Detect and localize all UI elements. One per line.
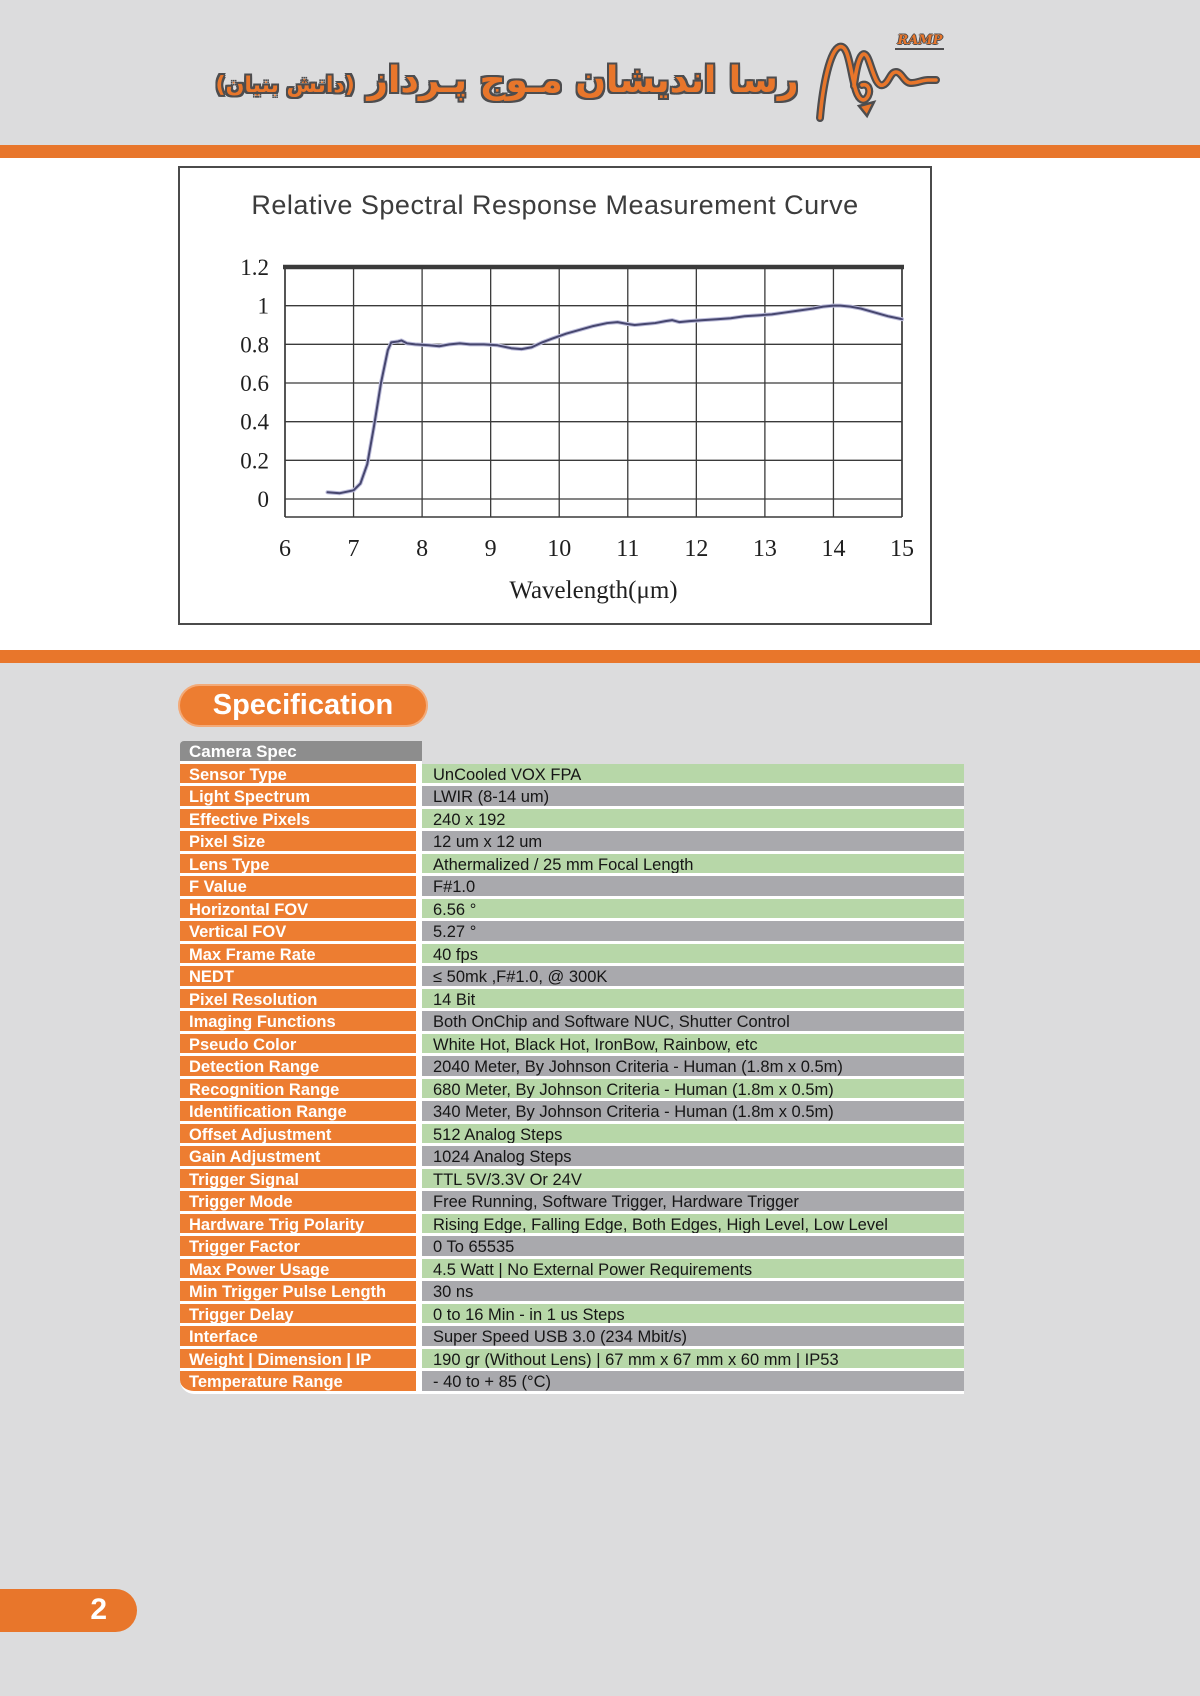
spec-row-value: Athermalized / 25 mm Focal Length [422,854,964,877]
spec-row-label: Min Trigger Pulse Length [180,1281,422,1304]
spec-row-label: Recognition Range [180,1079,422,1102]
page-number-badge: 2 [0,1589,137,1632]
spec-row [180,854,970,877]
spec-row-label: Pixel Resolution [180,989,422,1012]
spec-row [180,1236,970,1259]
spec-row-label: Max Frame Rate [180,944,422,967]
spec-row-value: 14 Bit [422,989,964,1012]
spec-row-label: Interface [180,1326,422,1349]
spec-row [180,1191,970,1214]
spec-row-label: Trigger Delay [180,1304,422,1327]
spec-row-label: Pixel Size [180,831,422,854]
spec-row [180,1259,970,1282]
spec-row-label: Trigger Signal [180,1169,422,1192]
x-tick-label: 8 [416,536,429,562]
spec-row-value: 190 gr (Without Lens) | 67 mm x 67 mm x 60 mm | IP53 [422,1349,964,1372]
spec-row [180,764,970,787]
company-logo [812,34,944,126]
spec-row [180,1146,970,1169]
company-name-suffix: (دانش بنیان) [215,72,355,98]
spec-row-label: Sensor Type [180,764,422,787]
spec-row-value: 4.5 Watt | No External Power Requirements [422,1259,964,1282]
spec-row-value: 2040 Meter, By Johnson Criteria - Human (1.8m x 0.5m) [422,1056,964,1079]
orange-divider-middle [0,650,1200,663]
spec-row-value: TTL 5V/3.3V Or 24V [422,1169,964,1192]
spec-row-value: Both OnChip and Software NUC, Shutter Control [422,1011,964,1034]
header-banner [0,0,1200,145]
spec-row [180,809,970,832]
spec-row-value: 40 fps [422,944,964,967]
spec-row-label: Temperature Range [180,1371,422,1394]
spec-row-value: 12 um x 12 um [422,831,964,854]
spec-row [180,989,970,1012]
spec-row-label: Trigger Factor [180,1236,422,1259]
spec-row-value: 680 Meter, By Johnson Criteria - Human (1.8m x 0.5m) [422,1079,964,1102]
y-tick-label: 0.8 [240,332,269,358]
y-tick-label: 0.6 [240,371,269,396]
spec-row [180,786,970,809]
spec-row [180,1326,970,1349]
spec-row [180,1214,970,1237]
spec-row-label: Pseudo Color [180,1034,422,1057]
spec-row-value: 1024 Analog Steps [422,1146,964,1169]
spec-row [180,1349,970,1372]
spec-row [180,1034,970,1057]
spec-row [180,1304,970,1327]
spec-row-value: 240 x 192 [422,809,964,832]
spec-row-label: Effective Pixels [180,809,422,832]
spec-row-value: 512 Analog Steps [422,1124,964,1147]
orange-divider-top [0,145,1200,158]
x-tick-label: 10 [547,536,572,562]
spec-row-label: Imaging Functions [180,1011,422,1034]
spec-row-value: LWIR (8-14 um) [422,786,964,809]
spec-row-label: Gain Adjustment [180,1146,422,1169]
spec-row-label: NEDT [180,966,422,989]
x-tick-label: 15 [890,536,914,562]
x-tick-label: 14 [821,536,846,562]
spec-row-label: Vertical FOV [180,921,422,944]
spec-row [180,1079,970,1102]
table-header-row [180,741,970,764]
spec-row-value: UnCooled VOX FPA [422,764,964,787]
spec-row [180,1124,970,1147]
spec-row-label: Horizontal FOV [180,899,422,922]
spec-row [180,876,970,899]
spec-row-value: F#1.0 [422,876,964,899]
spec-row-value: 0 to 16 Min - in 1 us Steps [422,1304,964,1327]
spec-row-value: Rising Edge, Falling Edge, Both Edges, High Level, Low Level [422,1214,964,1237]
table-header-cell: Camera Spec [180,741,422,764]
spec-row [180,1281,970,1304]
camera-spec-table [180,741,970,1394]
spec-row-value: 340 Meter, By Johnson Criteria - Human (1.8m x 0.5m) [422,1101,964,1124]
spec-row-label: Identification Range [180,1101,422,1124]
spec-row-value: ≤ 50mk ,F#1.0, @ 300K [422,966,964,989]
x-tick-label: 7 [347,536,360,562]
spec-row-label: Offset Adjustment [180,1124,422,1147]
x-tick-label: 11 [616,536,640,562]
company-name [216,60,799,101]
x-tick-label: 12 [684,536,709,562]
spec-row-label: Lens Type [180,854,422,877]
chart-title: Relative Spectral Response Measurement Curve [251,190,859,220]
spec-row [180,1169,970,1192]
spec-row [180,921,970,944]
x-tick-label: 6 [279,536,291,562]
spec-row [180,944,970,967]
spec-row-value: White Hot, Black Hot, IronBow, Rainbow, etc [422,1034,964,1057]
spec-row-value: 5.27 ° [422,921,964,944]
spec-row-value: 30 ns [422,1281,964,1304]
x-axis-title: Wavelength(μm) [509,577,678,604]
spec-row-label: Max Power Usage [180,1259,422,1282]
spec-row-label: Weight | Dimension | IP [180,1349,422,1372]
response-curve-halo [328,306,902,494]
x-tick-label: 13 [752,536,777,562]
spec-row-value: 0 To 65535 [422,1236,964,1259]
company-name-main: رسا اندیشان مـوج پـرداز [367,59,799,101]
response-curve [328,306,902,494]
spec-row [180,1056,970,1079]
spec-row-value: Free Running, Software Trigger, Hardware Trigger [422,1191,964,1214]
specification-section-title: Specification [178,684,428,727]
spec-row-label: F Value [180,876,422,899]
spec-row-value: Super Speed USB 3.0 (234 Mbit/s) [422,1326,964,1349]
header-content [0,30,1180,130]
logo-ramp-text: RAMP [897,33,943,48]
x-tick-label: 9 [484,536,497,562]
spec-row-label: Detection Range [180,1056,422,1079]
spec-row [180,1101,970,1124]
spec-row [180,966,970,989]
spec-row-label: Trigger Mode [180,1191,422,1214]
spectral-chart-svg [180,168,930,623]
spec-row [180,1011,970,1034]
spec-row-label: Hardware Trig Polarity [180,1214,422,1237]
y-tick-label: 0.2 [240,448,269,474]
spec-row-value: - 40 to + 85 (°C) [422,1371,964,1394]
arrow-head-icon [859,102,874,116]
y-tick-label: 0.4 [240,409,269,435]
y-tick-label: 0 [257,487,269,512]
spectral-response-chart-panel [178,166,932,625]
spec-row [180,899,970,922]
spec-row-value: 6.56 ° [422,899,964,922]
spec-row [180,831,970,854]
y-tick-label: 1.2 [240,255,269,280]
y-tick-label: 1 [257,293,269,319]
spec-row-label: Light Spectrum [180,786,422,809]
spec-row [180,1371,970,1394]
